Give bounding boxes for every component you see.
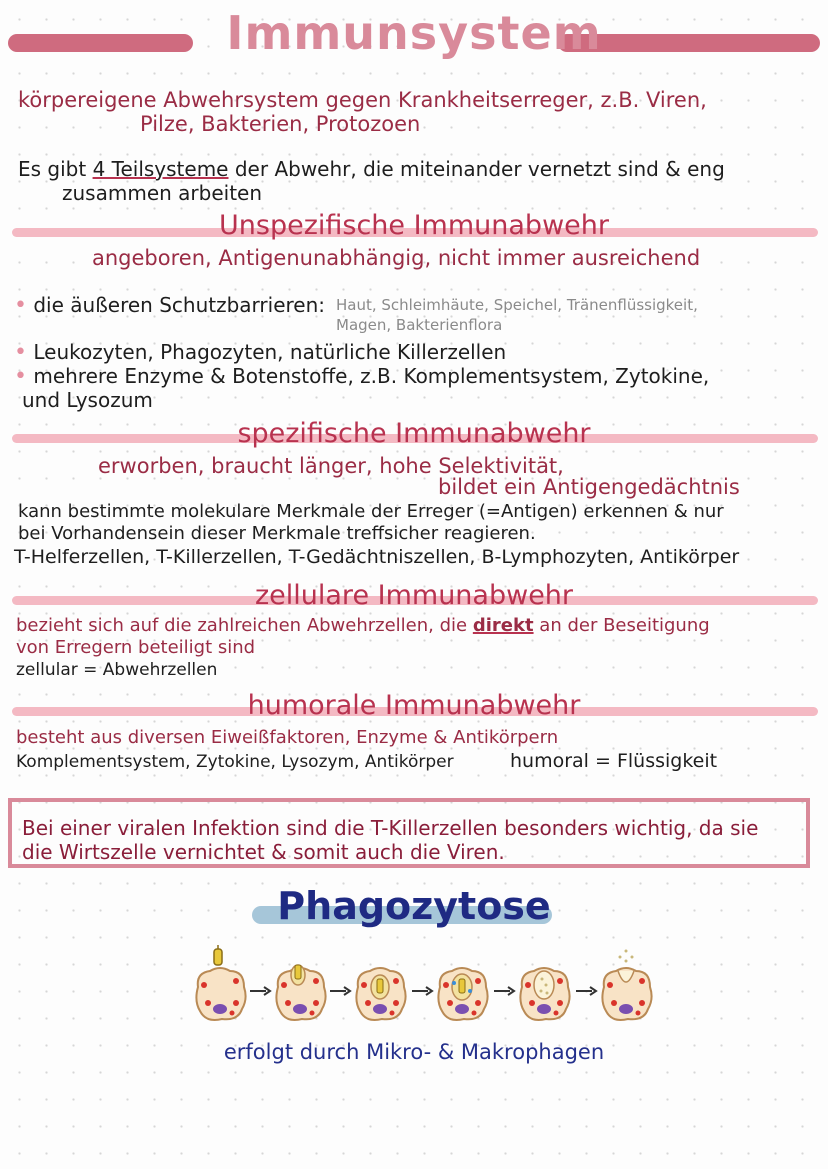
unspecific-item-2-label: Leukozyten, Phagozyten, natürliche Killerzellen xyxy=(33,340,507,364)
phagocytosis-cell-5 xyxy=(520,968,569,1020)
page-title: Immunsystem xyxy=(226,6,602,60)
specific-body-1: kann bestimmte molekulare Merkmale der Erreger (=Antigen) erkennen & nur xyxy=(18,501,724,522)
intro-line-1: körpereigene Abwehrsystem gegen Krankheitserreger, z.B. Viren, xyxy=(18,88,707,112)
unspecific-item-1 xyxy=(14,293,325,318)
phagocytosis-heading: Phagozytose xyxy=(277,884,551,928)
humoral-heading: humorale Immunabwehr xyxy=(247,690,581,721)
arrow-icon xyxy=(494,987,514,995)
cellular-line-1 xyxy=(16,614,710,638)
intro-line-2: Pilze, Bakterien, Protozoen xyxy=(140,112,421,136)
phagocytosis-cell-1 xyxy=(196,945,245,1020)
unspecific-item-3 xyxy=(14,364,709,389)
unspecific-item-3-line-2: und Lysozum xyxy=(22,388,153,412)
unspecific-item-1-detail-2: Magen, Bakterienflora xyxy=(336,316,503,334)
unspecific-item-1-label: die äußeren Schutzbarrieren: xyxy=(33,293,326,317)
arrow-icon xyxy=(576,987,596,995)
humoral-line-1: besteht aus diversen Eiweißfaktoren, Enzyme & Antikörpern xyxy=(16,727,559,748)
specific-cells: T-Helferzellen, T-Killerzellen, T-Gedächtniszellen, B-Lymphozyten, Antikörper xyxy=(14,546,740,568)
unspecific-subtitle: angeboren, Antigenunabhängig, nicht immer ausreichend xyxy=(92,246,701,270)
subsystems-line-2: zusammen arbeiten xyxy=(62,181,263,205)
note-line-1: Bei einer viralen Infektion sind die T-Killerzellen besonders wichtig, da sie xyxy=(22,816,759,840)
cellular-underlined: direkt xyxy=(472,615,534,636)
bullet-dot: • xyxy=(14,364,27,389)
unspecific-item-2 xyxy=(14,340,506,365)
bullet-dot: • xyxy=(14,293,27,318)
unspecific-item-3-label: mehrere Enzyme & Botenstoffe, z.B. Komplementsystem, Zytokine, xyxy=(33,364,710,388)
humoral-line-2-left: Komplementsystem, Zytokine, Lysozym, Antikörper xyxy=(16,752,454,772)
phagocytosis-cell-6 xyxy=(602,950,651,1021)
phagocytosis-cell-2 xyxy=(276,965,325,1020)
subsystems-line-1 xyxy=(18,157,725,181)
phagocytosis-cell-3 xyxy=(356,968,405,1020)
cellular-pre: bezieht sich auf die zahlreichen Abwehrzellen, die xyxy=(16,615,473,636)
specific-body-2: bei Vorhandensein dieser Merkmale treffsicher reagieren. xyxy=(18,523,536,544)
phagocytosis-cell-4 xyxy=(438,968,487,1020)
arrow-icon xyxy=(412,987,432,995)
cellular-definition: zellular = Abwehrzellen xyxy=(16,660,218,680)
unspecific-item-1-detail-1: Haut, Schleimhäute, Speichel, Tränenflüssigkeit, xyxy=(336,296,698,314)
subsystems-underlined: 4 Teilsysteme xyxy=(92,157,229,181)
arrow-icon xyxy=(250,987,270,995)
specific-subtitle-1: erworben, braucht länger, hohe Selektivität, xyxy=(98,454,564,478)
note-box xyxy=(8,798,810,868)
specific-heading: spezifische Immunabwehr xyxy=(237,418,591,449)
cellular-line-2: von Erregern beteiligt sind xyxy=(16,637,256,658)
phagocytosis-caption: erfolgt durch Mikro- & Makrophagen xyxy=(223,1040,605,1064)
cellular-post: an der Beseitigung xyxy=(533,615,710,636)
phagocytosis-diagram xyxy=(180,945,670,1025)
humoral-line-2-right: humoral = Flüssigkeit xyxy=(510,750,718,772)
arrow-icon xyxy=(330,987,350,995)
subsystems-post: der Abwehr, die miteinander vernetzt sind & eng xyxy=(228,157,725,181)
bullet-dot: • xyxy=(14,340,27,365)
note-line-2: die Wirtszelle vernichtet & somit auch die Viren. xyxy=(22,840,505,864)
subsystems-pre: Es gibt xyxy=(18,157,93,181)
unspecific-heading: Unspezifische Immunabwehr xyxy=(219,210,609,241)
specific-subtitle-2: bildet ein Antigengedächtnis xyxy=(438,475,740,499)
cellular-heading: zellulare Immunabwehr xyxy=(254,580,574,611)
